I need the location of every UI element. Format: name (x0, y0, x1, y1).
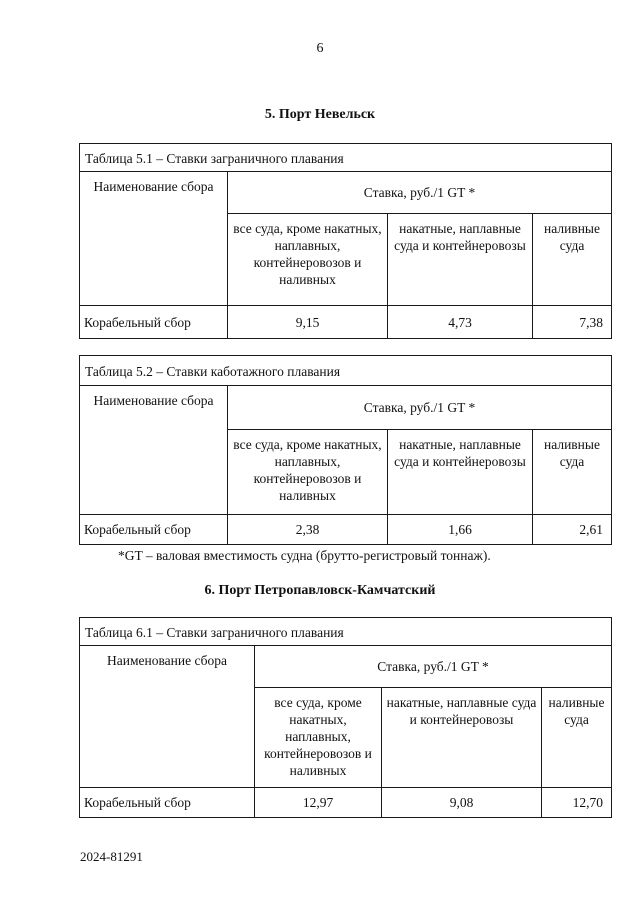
value-all-vessels: 9,15 (228, 306, 388, 339)
document-number: 2024-81291 (80, 849, 143, 864)
value-all-vessels: 2,38 (228, 515, 388, 545)
col-header-all-vessels: все суда, кроме накатных, наплавных, контейнеровозов и наливных (228, 430, 388, 515)
value-roro-container: 1,66 (388, 515, 533, 545)
value-tankers: 7,38 (533, 306, 612, 339)
rate-header: Ставка, руб./1 GT * (228, 172, 612, 214)
col-header-tankers: наливные суда (542, 688, 612, 788)
fee-name-header: Наименование сбора (80, 646, 255, 788)
value-tankers: 2,61 (533, 515, 612, 545)
table-caption: Таблица 5.2 – Ставки каботажного плавания (80, 356, 612, 386)
page-number: 6 (316, 41, 324, 56)
col-header-all-vessels: все суда, кроме накатных, наплавных, контейнеровозов и наливных (255, 688, 382, 788)
row-label-ship-fee: Корабельный сбор (80, 306, 228, 339)
value-tankers: 12,70 (542, 788, 612, 818)
rate-header: Ставка, руб./1 GT * (228, 386, 612, 430)
col-header-roro-container: накатные, наплавные суда и контейнеровозы (388, 214, 533, 306)
row-label-ship-fee: Корабельный сбор (80, 515, 228, 545)
fee-name-header: Наименование сбора (80, 172, 228, 306)
fee-name-header: Наименование сбора (80, 386, 228, 515)
rate-header: Ставка, руб./1 GT * (255, 646, 612, 688)
col-header-tankers: наливные суда (533, 430, 612, 515)
rates-table-5-2 (79, 355, 612, 545)
section-heading-nevelsk: 5. Порт Невельск (264, 107, 376, 122)
col-header-tankers: наливные суда (533, 214, 612, 306)
col-header-roro-container: накатные, наплавные суда и контейнеровозы (382, 688, 542, 788)
col-header-all-vessels: все суда, кроме накатных, наплавных, контейнеровозов и наливных (228, 214, 388, 306)
value-roro-container: 9,08 (382, 788, 542, 818)
rates-table-5-1 (79, 143, 612, 339)
value-roro-container: 4,73 (388, 306, 533, 339)
gt-footnote: *GT – валовая вместимость судна (брутто-регистровый тоннаж). (118, 548, 491, 563)
table-caption: Таблица 5.1 – Ставки заграничного плавания (80, 144, 612, 172)
col-header-roro-container: накатные, наплавные суда и контейнеровозы (388, 430, 533, 515)
section-heading-petropavlovsk: 6. Порт Петропавловск-Камчатский (204, 583, 436, 598)
rates-table-6-1 (79, 617, 612, 818)
table-caption: Таблица 6.1 – Ставки заграничного плавания (80, 618, 612, 646)
value-all-vessels: 12,97 (255, 788, 382, 818)
row-label-ship-fee: Корабельный сбор (80, 788, 255, 818)
